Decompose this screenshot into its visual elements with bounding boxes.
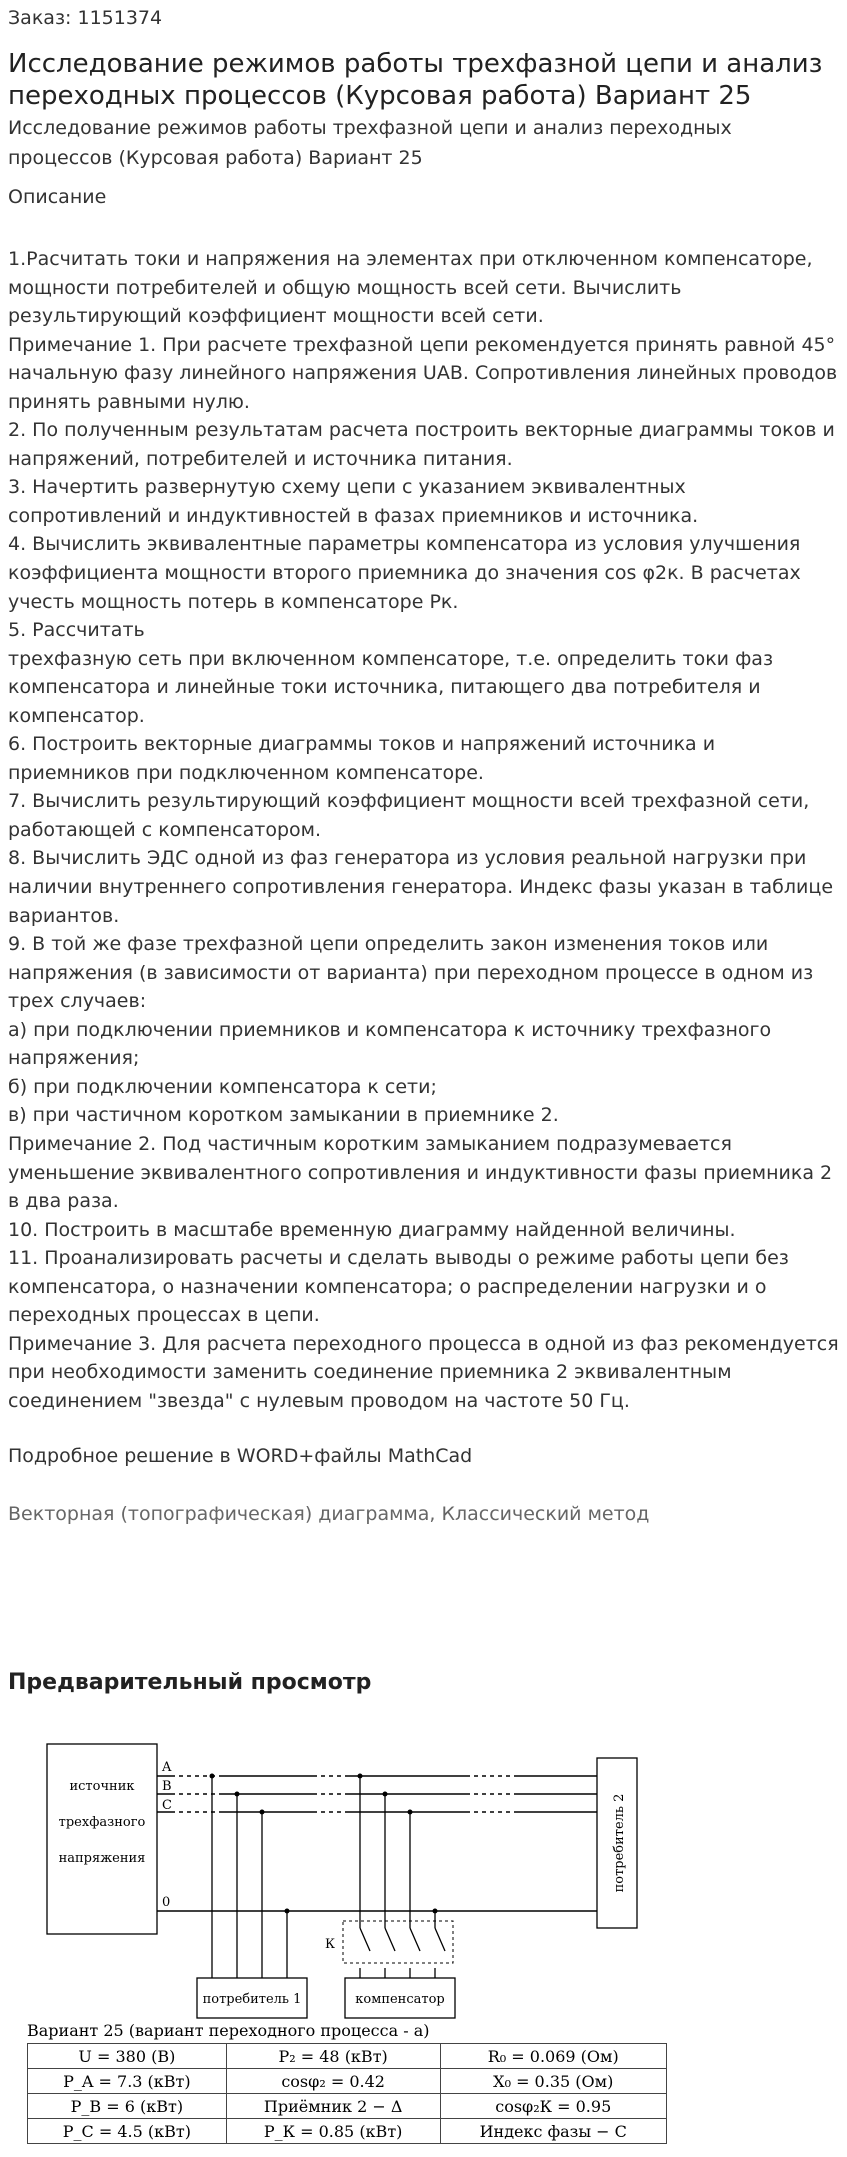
- table-cell: P_A = 7.3 (кВт): [28, 2069, 227, 2094]
- description-line: Примечание 1. При расчете трехфазной цепи рекомендуется принять равной 45°: [8, 333, 836, 356]
- description-line: Примечание 3. Для расчета переходного процесса в одной из фаз рекомендуется: [8, 1332, 839, 1355]
- description-line: при необходимости заменить соединение приемника 2 эквивалентным: [8, 1361, 732, 1384]
- lower-boxes: [25, 1968, 675, 2028]
- description-line: результирующий коэффициент мощности всей сети.: [8, 305, 544, 328]
- description-line: принять равными нулю.: [8, 390, 250, 413]
- phase-label-a: A: [162, 1760, 172, 1775]
- table-cell: P₂ = 48 (кВт): [226, 2044, 440, 2069]
- solution-note: Подробное решение в WORD+файлы MathCad: [8, 1445, 473, 1467]
- table-row: [28, 2119, 667, 2144]
- table-cell: U = 380 (В): [28, 2044, 227, 2069]
- description-line: 3. Начертить развернутую схему цепи с указанием эквивалентных: [8, 476, 686, 499]
- table-cell: cosφ₂ = 0.42: [226, 2069, 440, 2094]
- description-line: а) при подключении приемников и компенсатора к источнику трехфазного: [8, 1018, 772, 1041]
- description-line: в два раза.: [8, 1190, 119, 1213]
- table-cell: Приёмник 2 − Δ: [226, 2094, 440, 2119]
- description-line: 10. Построить в масштабе временную диаграмму найденной величины.: [8, 1218, 736, 1241]
- description-line: сопротивлений и индуктивностей в фазах приемников и источника.: [8, 504, 699, 527]
- page-title: Исследование режимов работы трехфазной цепи и анализ переходных процессов (Курсовая работа) Вариант 25: [8, 49, 823, 111]
- description-line: вариантов.: [8, 904, 120, 927]
- table-row: [28, 2069, 667, 2094]
- table-cell: Индекс фазы − С: [440, 2119, 667, 2144]
- table-cell: P_К = 0.85 (кВт): [226, 2119, 440, 2144]
- compensator-lower-wires: [360, 1968, 435, 1978]
- description-line: 1.Расчитать токи и напряжения на элементах при отключенном компенсаторе,: [8, 248, 813, 270]
- phase-label-0: 0: [162, 1895, 171, 1910]
- description-line: 5. Рассчитать: [8, 619, 145, 642]
- table-cell: P_C = 4.5 (кВт): [28, 2119, 227, 2144]
- description-line: трехфазную сеть при включенном компенсаторе, т.е. определить токи фаз: [8, 647, 774, 670]
- consumer1-label: потребитель 1: [202, 1992, 302, 2007]
- variant-caption: Вариант 25 (вариант переходного процесса - а): [27, 2021, 430, 2040]
- table-row: [28, 2044, 667, 2069]
- table-cell: P_B = 6 (кВт): [28, 2094, 227, 2119]
- description-line: мощности потребителей и общую мощность всей сети. Вычислить: [8, 276, 682, 299]
- description-line: Примечание 2. Под частичным коротким замыканием подразумевается: [8, 1132, 732, 1155]
- description-line: учесть мощность потерь в компенсаторе Pк.: [8, 590, 459, 613]
- description-line: наличии внутреннего сопротивления генератора. Индекс фазы указан в таблице: [8, 876, 834, 899]
- description-line: в) при частичном коротком замыкании в приемнике 2.: [8, 1104, 559, 1127]
- description-body: [8, 245, 843, 1415]
- description-line: 6. Построить векторные диаграммы токов и напряжений источника и: [8, 733, 716, 756]
- description-line: компенсатор.: [8, 704, 145, 727]
- description-line: 2. По полученным результатам расчета построить векторные диаграммы токов и: [8, 419, 835, 442]
- source-label-2: трехфазного: [58, 1815, 146, 1830]
- table-cell: X₀ = 0.35 (Ом): [440, 2069, 667, 2094]
- description-line: напряжений, потребителей и источника питания.: [8, 447, 513, 470]
- consumer2-label: потребитель 2: [612, 1793, 627, 1893]
- order-number: Заказ: 1151374: [8, 7, 163, 29]
- description-line: 9. В той же фазе трехфазной цепи определить закон изменения токов или: [8, 933, 769, 956]
- description-line: переходных процессах в цепи.: [8, 1304, 320, 1327]
- description-line: начальную фазу линейного напряжения UAB. Сопротивления линейных проводов: [8, 362, 838, 385]
- description-line: коэффициента мощности второго приемника до значения cos φ2к. В расчетах: [8, 562, 801, 585]
- description-line: приемников при подключенном компенсаторе.: [8, 761, 484, 784]
- description-line: компенсатора, о назначении компенсатора; о распределении нагрузки и о: [8, 1275, 767, 1298]
- supply-lines: [157, 1776, 597, 1911]
- description-line: 8. Вычислить ЭДС одной из фаз генератора из условия реальной нагрузки при: [8, 847, 807, 870]
- description-line: работающей с компенсатором.: [8, 818, 322, 841]
- table-row: [28, 2094, 667, 2119]
- phase-label-c: C: [162, 1798, 172, 1813]
- switch-label: К: [325, 1937, 336, 1952]
- phase-label-b: B: [162, 1779, 172, 1794]
- source-label-3: напряжения: [58, 1851, 146, 1866]
- tags-line: Векторная (топографическая) диаграмма, Классический метод: [8, 1503, 650, 1525]
- table-cell: R₀ = 0.069 (Ом): [440, 2044, 667, 2069]
- preview-heading: Предварительный просмотр: [8, 1670, 372, 1695]
- source-box: [47, 1744, 157, 1934]
- source-label-1: источник: [69, 1779, 135, 1794]
- compensator-label: компенсатор: [355, 1992, 445, 2007]
- description-line: компенсатора и линейные токи источника, питающего два потребителя и: [8, 676, 761, 699]
- description-line: 4. Вычислить эквивалентные параметры компенсатора из условия улучшения: [8, 533, 801, 556]
- variant-table: [27, 2043, 667, 2144]
- page-subtitle: Исследование режимов работы трехфазной цепи и анализ переходных процессов (Курсовая работа) Вариант 25: [8, 117, 732, 169]
- description-line: трех случаев:: [8, 990, 147, 1013]
- table-cell: cosφ₂К = 0.95: [440, 2094, 667, 2119]
- description-line: 11. Проанализировать расчеты и сделать выводы о режиме работы цепи без: [8, 1247, 789, 1270]
- description-line: напряжения;: [8, 1047, 140, 1070]
- description-heading: Описание: [8, 186, 107, 208]
- description-line: уменьшение эквивалентного сопротивления и индуктивности фазы приемника 2: [8, 1161, 833, 1184]
- description-line: б) при подключении компенсатора к сети;: [8, 1075, 437, 1098]
- description-line: соединением "звезда" с нулевым проводом на частоте 50 Гц.: [8, 1389, 630, 1412]
- description-line: 7. Вычислить результирующий коэффициент мощности всей трехфазной сети,: [8, 790, 810, 813]
- description-line: напряжения (в зависимости от варианта) при переходном процессе в одном из: [8, 961, 814, 984]
